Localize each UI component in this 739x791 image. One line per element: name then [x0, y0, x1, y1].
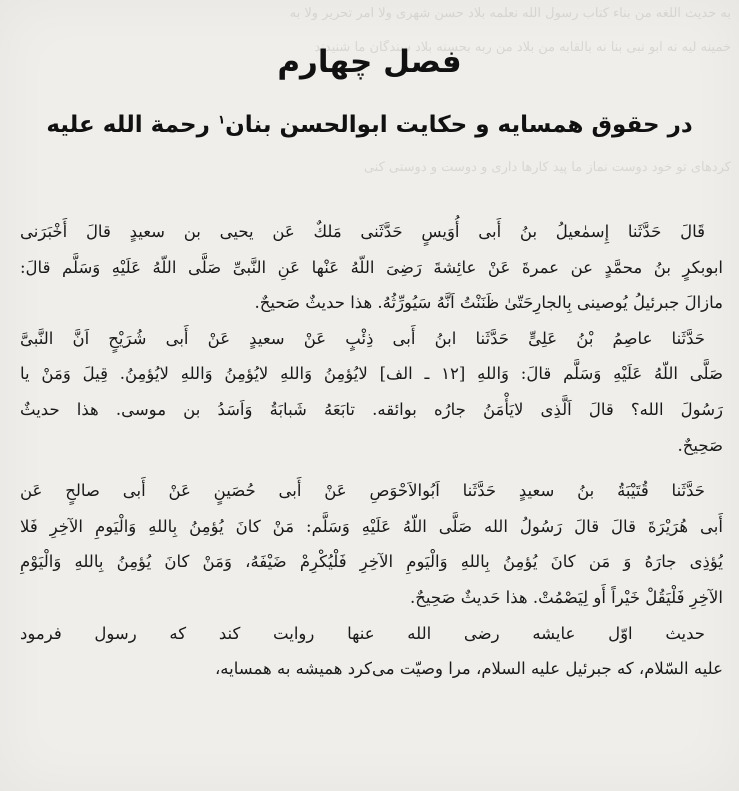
- text-line: رَسُولَ الله؟ قالَ اَلَّذِی لایَأْمَنُ جارُه بوائقه. تابَعَهُ شَبابَةُ وَاَسَدُ بن موسی. هذا حدیثٌ: [20, 399, 723, 419]
- text-line: مازالَ جبرئیلُ یُوصینی بِالجارِحَتّیٰ ظَنَنْتُ اَنَّهُ سَیُورِّثُهُ. هذا حدیثٌ صَحیحٌ.: [254, 293, 723, 313]
- text-line: یُؤذِی جارَهُ وَ مَن کانَ یُؤمِنُ بِاللهِ وَالْیَومِ الآخِرِ فَلْیُکْرِمْ ضَیْفَهُ، وَمَنْ کانَ یُؤمِنُ بِاللهِ وَالْیَوْمِ: [20, 552, 723, 572]
- hadith-paragraph-2: [20, 321, 723, 463]
- footnote-marker[interactable]: ۱: [217, 112, 226, 127]
- body-text: [20, 214, 723, 687]
- text-line: الآخِرِ فَلْیَقُلْ خَیْراً أَو لِیَصْمُتْ. هذا حَدیثٌ صَحِیحٌ.: [409, 587, 723, 607]
- text-line: صَحِیحٌ.: [677, 435, 723, 455]
- text-line: صَلَّی اللّهُ عَلَیْهِ وَسَلَّم قالَ: وَاللهِ [۱۲ ـ الف] لایُؤمِنُ وَاللهِ لایُؤمِنُ وَاللهِ لایُؤمِنُ. قِیلَ وَمَنْ یا: [20, 364, 723, 384]
- persian-paragraph: [20, 616, 723, 687]
- text-line: علیه السّلام، که جبرئیل علیه السلام، مرا وصیّت می‌کرد همیشه به همسایه،: [214, 659, 723, 679]
- section-heading: [20, 112, 719, 138]
- text-line: قَالَ حَدَّثَنا إِسمٰعیلُ بنُ أَبی أُوَیسٍ حَدَّثَنی مَلكٌ عَن یحیی بن سعیدٍ قالَ أَخْبَرَنی: [20, 222, 705, 241]
- bleed-through-text: کردهای تو خود دوست نماز ما پید کارها داری و دوست و دوستی کنی: [363, 160, 731, 175]
- bleed-through-text: خمینه لیه نه ابو نبی بنا نه بالقابه من بلاد من ربه بحسنه بلاد سندگان ما شنیدند: [314, 40, 731, 55]
- text-line: حَدَّثَنا عاصِمُ بْنُ عَلِیٍّ حَدَّثَنا ابنُ أَبی ذِئْبٍ عَنْ سعیدٍ عَنْ أَبی شُرَیْحٍ اَنَّ النَّبیَّ: [20, 328, 705, 348]
- section-heading-text: در حقوق همسایه و حکایت ابوالحسن بنان: [225, 112, 693, 138]
- hadith-paragraph-3: [20, 473, 723, 615]
- text-line: ابوبکرٍ بنُ محمَّدٍ عن عمرةَ عَنْ عائِشةَ رَضِیَ اللّهُ عَنْها عَنِ النَّبیِّ صَلَّی اللّهُ عَلَیْهِ وَسَلَّم قالَ:: [20, 257, 723, 277]
- hadith-paragraph-1: [20, 214, 723, 321]
- bleed-through-text: به حدیث اللغه من بناء کتاب رسول الله نعلمه بلاد حسن شهری ولا امر تحریر ولا به: [289, 6, 731, 21]
- chapter-title: فصل چهارم: [277, 44, 462, 80]
- section-heading-honorific: رحمة الله علیه: [46, 112, 210, 138]
- text-line: حَدَّثَنا قُتَیْبَةُ بنُ سعیدٍ حَدَّثَنا اَبُوالاَحْوَصِ عَنْ أَبی حُصَینٍ عَنْ أَبی صالحٍ عَن: [20, 481, 705, 501]
- text-line: حدیث اوّل عایشه رضی الله عنها روایت کند که رسول فرمود: [20, 623, 705, 643]
- text-line: أَبی هُرَیْرَةَ قالَ قالَ رَسُولُ الله صَلَّی اللّهُ عَلَیْهِ وَسَلَّم: مَنْ کانَ یُؤمِنُ بِاللهِ وَالْیَومِ الآخِرِ فَلا: [20, 516, 723, 536]
